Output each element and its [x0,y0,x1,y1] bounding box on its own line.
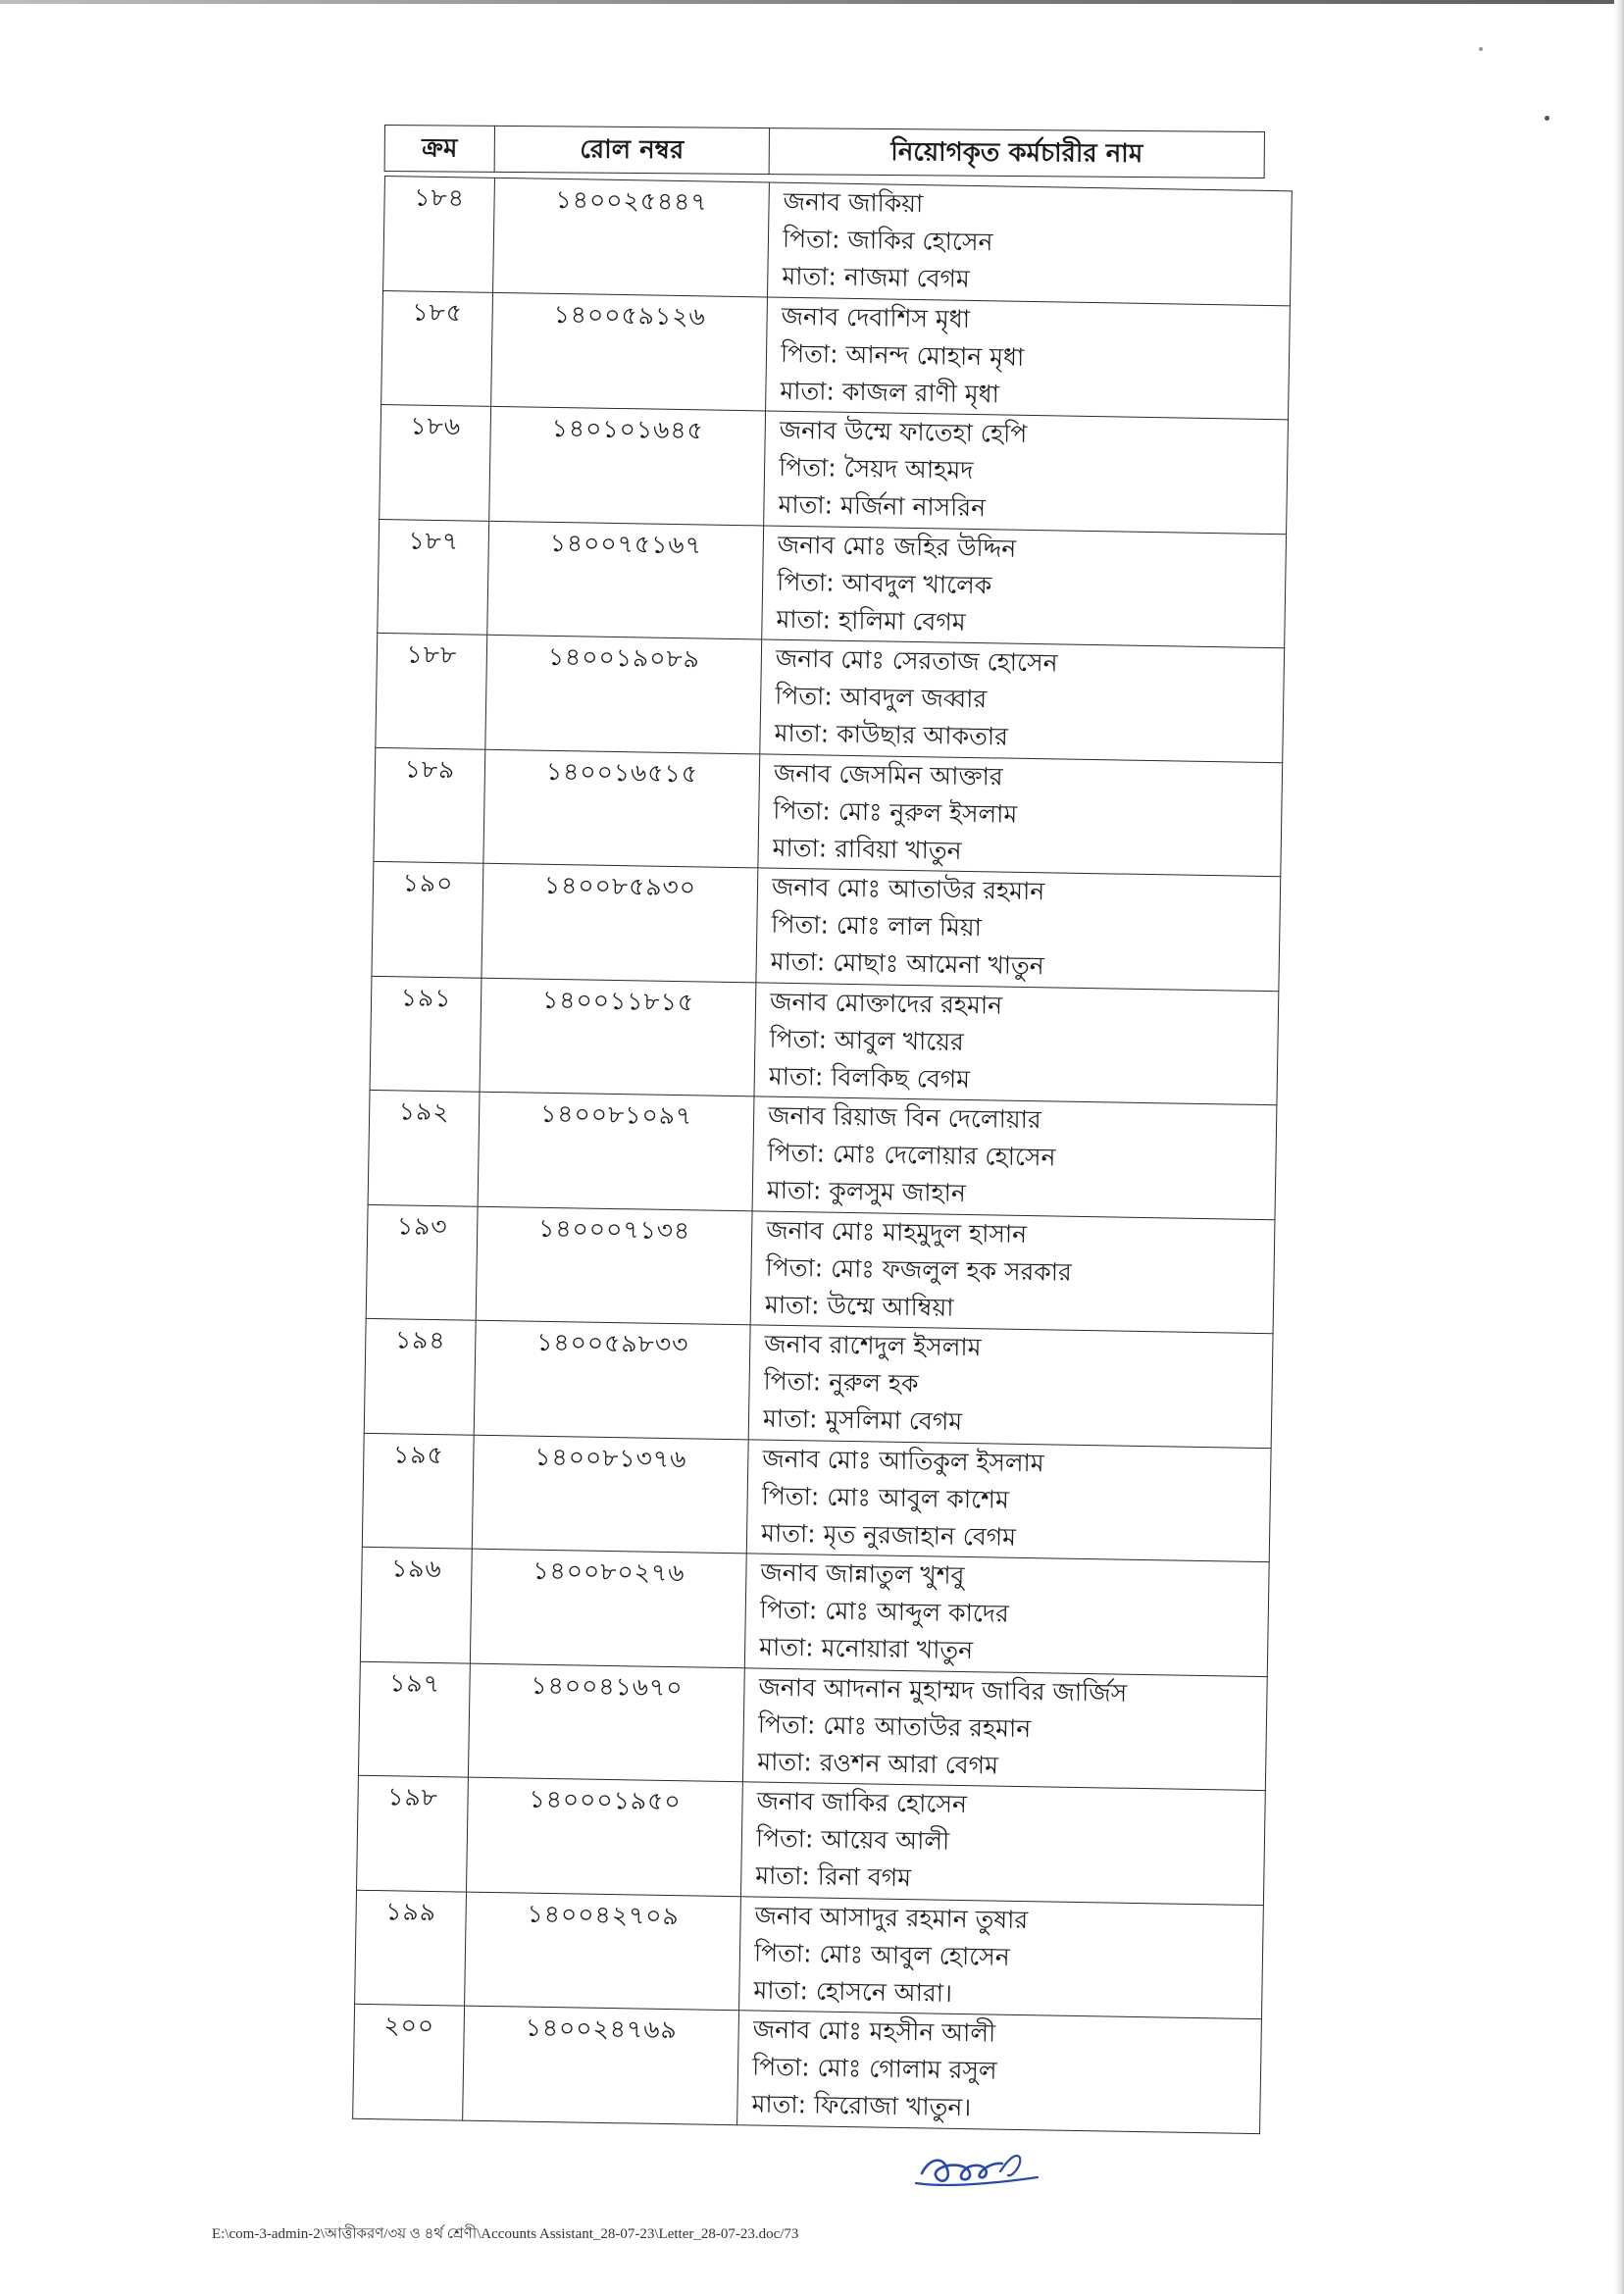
father-name: পিতা: মোঃ আবুল কাশেম [761,1481,1010,1514]
row-roll-number: ১৪০০১৬৫১৫ [483,749,760,868]
father-name: পিতা: মোঃ ফজলুল হক সরকার [765,1252,1073,1287]
row-employee-details [746,1439,1271,1561]
row-roll-number: ১৪০০২৫৪৪৭ [493,178,770,296]
scan-speck [1545,116,1549,121]
employee-name: জনাব মোঃ মাহমুদুল হাসান [765,1215,1028,1249]
father-name: পিতা: জাকির হোসেন [782,224,993,257]
father-name: পিতা: আবদুল খালেক [776,567,992,599]
father-name: পিতা: মোঃ আব্দুল কাদের [759,1595,1010,1628]
mother-name: মাতা: উম্মে আম্বিয়া [764,1290,954,1322]
signature-mark [914,2144,1051,2193]
table-row [364,1318,1273,1448]
row-roll-number: ১৪০১০১৬৪৫ [489,406,766,525]
row-employee-details [758,753,1283,876]
row-serial: ১৯৮ [357,1775,469,1891]
table-row [360,1547,1269,1676]
row-serial: ১৯২ [368,1090,480,1205]
employee-name: জনাব আদনান মুহাম্মদ জাবির জার্জিস [758,1672,1128,1708]
table-row [378,519,1287,648]
employee-name: জনাব উম্মে ফাতেহা হেপি [779,415,1028,448]
table-row [383,177,1293,306]
row-roll-number: ১৪০০৭৫১৬৭ [487,521,764,639]
header-employee-name: নিয়োগকৃত কর্মচারীর নাম [769,128,1264,178]
father-name: পিতা: আয়েব আলী [755,1823,950,1856]
row-serial: ১৯৪ [364,1318,476,1434]
employee-name: জনাব মোঃ আতাউর রহমান [771,872,1045,906]
table-row [362,1433,1271,1562]
row-roll-number: ১৪০০৮১০৯৭ [478,1092,754,1210]
employee-name: জনাব আসাদুর রহমান তুষার [754,1901,1029,1934]
row-serial: ১৯৩ [366,1204,478,1320]
header-roll-number: রোল নম্বর [494,126,769,174]
row-serial: ১৯৬ [360,1547,472,1662]
row-roll-number: ১৪০০৪২৭০৯ [465,1892,741,2011]
row-roll-number: ১৪০০৮১৩৭৬ [472,1435,748,1554]
appointee-table [352,176,1293,2134]
row-employee-details [766,296,1291,419]
mother-name: মাতা: রিনা বগম [755,1861,912,1893]
row-serial: ১৮৫ [381,290,493,406]
table-row [374,747,1283,877]
row-employee-details [760,639,1285,762]
table-row [380,404,1289,534]
table-row [358,1661,1267,1791]
mother-name: মাতা: হালিমা বেগম [776,604,966,637]
mother-name: মাতা: কাজল রাণী মৃধা [780,376,1000,408]
mother-name: মাতা: কুলসুম জাহান [766,1175,967,1207]
row-roll-number: ১৪০০৮০২৭৬ [470,1549,746,1667]
employee-name: জনাব জেসমিন আক্তার [773,758,1003,791]
mother-name: মাতা: মনোয়ারা খাতুন [758,1632,974,1665]
table-row [368,1090,1277,1219]
row-employee-details [754,982,1279,1104]
mother-name: মাতা: মোছাঃ আমেনা খাতুন [770,946,1044,981]
table-row [376,633,1285,762]
mother-name: মাতা: মৃত নুরজাহান বেগম [760,1518,1017,1552]
scan-right-edge [1614,0,1624,2294]
row-roll-number: ১৪০০২৪৭৬৯ [463,2006,739,2124]
table-header-row [384,126,1264,178]
row-roll-number: ১৪০০৪১৬৭০ [468,1663,744,1782]
table-row [370,976,1279,1105]
scan-speck [1479,47,1483,51]
mother-name: মাতা: মর্জিনা নাসরিন [778,489,987,523]
employee-name: জনাব মোক্তাদের রহমান [769,987,1003,1020]
mother-name: মাতা: বিলকিছ বেগম [768,1061,971,1094]
employee-name: জনাব মোঃ জহির উদ্দিন [777,530,1017,563]
father-name: পিতা: মোঃ আতাউর রহমান [757,1709,1032,1743]
table-row [357,1775,1266,1905]
row-roll-number: ১৪০০৫৯১২৬ [491,292,768,411]
row-employee-details [752,1096,1277,1219]
row-employee-details [748,1325,1273,1448]
row-employee-details [739,1896,1264,2018]
father-name: পিতা: সৈয়দ আহমদ [778,452,974,484]
mother-name: মাতা: রাবিয়া খাতুন [772,833,962,865]
table-body [353,177,1293,2134]
row-serial: ২০০ [353,2004,465,2119]
employee-name: জনাব রিয়াজ বিন দেলোয়ার [767,1100,1041,1135]
mother-name: মাতা: ফিরোজা খাতুন। [751,2089,972,2122]
row-roll-number: ১৪০০১১৮১৫ [480,978,756,1096]
father-name: পিতা: মোঃ লাল মিয়া [771,909,983,943]
mother-name: মাতা: রওশন আরা বেগম [757,1747,999,1780]
table-row [372,861,1281,991]
employee-name: জনাব মোঃ আতিকুল ইসলাম [762,1444,1044,1477]
row-serial: ১৯৯ [355,1890,467,2006]
appointee-table-header [384,125,1265,178]
row-roll-number: ১৪০০০৭১৩৪ [476,1206,752,1325]
row-serial: ১৮৭ [378,519,489,635]
table-row [355,1890,1264,2019]
row-employee-details [750,1210,1275,1333]
mother-name: মাতা: নাজমা বেগম [782,261,971,293]
header-serial: ক্রম [384,126,494,173]
employee-name: জনাব দেবাশিস মৃধা [781,301,971,333]
father-name: পিতা: মোঃ আবুল হোসেন [753,1938,1010,1971]
row-employee-details [744,1554,1269,1676]
row-employee-details [762,525,1287,647]
father-name: পিতা: মোঃ দেলোয়ার হোসেন [767,1138,1056,1172]
row-employee-details [756,868,1281,991]
employee-name: জনাব জাকির হোসেন [756,1786,968,1819]
row-roll-number: ১৪০০১৯০৮৯ [485,635,762,753]
employee-name: জনাব রাশেদুল ইসলাম [764,1329,982,1362]
row-serial: ১৯৭ [358,1661,470,1777]
row-employee-details [764,411,1289,534]
mother-name: মাতা: মুসলিমা বেগম [762,1403,963,1436]
father-name: পিতা: মোঃ নুরুল ইসলাম [773,795,1018,829]
row-roll-number: ১৪০০০১৯৫০ [467,1777,743,1896]
row-employee-details [768,182,1293,305]
father-name: পিতা: মোঃ গোলাম রসুল [751,2052,997,2085]
row-serial: ১৮৮ [376,633,487,748]
row-serial: ১৮৪ [383,177,495,292]
scan-top-edge [0,0,1624,4]
father-name: পিতা: আবদুল জব্বার [775,681,988,714]
father-name: পিতা: আনন্দ মোহান মৃধা [780,338,1025,372]
row-employee-details [742,1667,1267,1790]
row-serial: ১৯৫ [362,1433,474,1549]
row-serial: ১৮৯ [374,747,485,863]
row-serial: ১৯০ [372,861,483,977]
employee-name: জনাব জান্নাতুল খুশবু [760,1557,965,1590]
row-roll-number: ১৪০০৫৯৮৩৩ [474,1320,750,1439]
father-name: পিতা: আবুল খায়ের [769,1024,965,1056]
table-row [366,1204,1275,1334]
mother-name: মাতা: হোসনে আরা। [753,1974,953,2008]
footer-file-path: E:\com-3-admin-2\আত্তীকরণ/৩য় ও ৪র্থ শ্রেণী\Accounts Assistant_28-07-23\Letter_28-07-23.doc/73 [212,2226,799,2242]
row-roll-number: ১৪০০৮৫৯৩০ [482,863,758,982]
employee-name: জনাব জাকিয়া [783,186,924,219]
table-row [381,290,1291,420]
employee-name: জনাব মোঃ মহসীন আলী [752,2014,996,2048]
row-serial: ১৮৬ [380,404,491,520]
table-row [353,2004,1262,2133]
row-serial: ১৯১ [370,976,482,1092]
employee-name: জনাব মোঃ সেরতাজ হোসেন [775,643,1058,678]
row-employee-details [740,1782,1265,1905]
father-name: পিতা: নুরুল হক [763,1366,919,1399]
row-employee-details [737,2011,1262,2133]
mother-name: মাতা: কাউছার আকতার [774,718,1009,751]
